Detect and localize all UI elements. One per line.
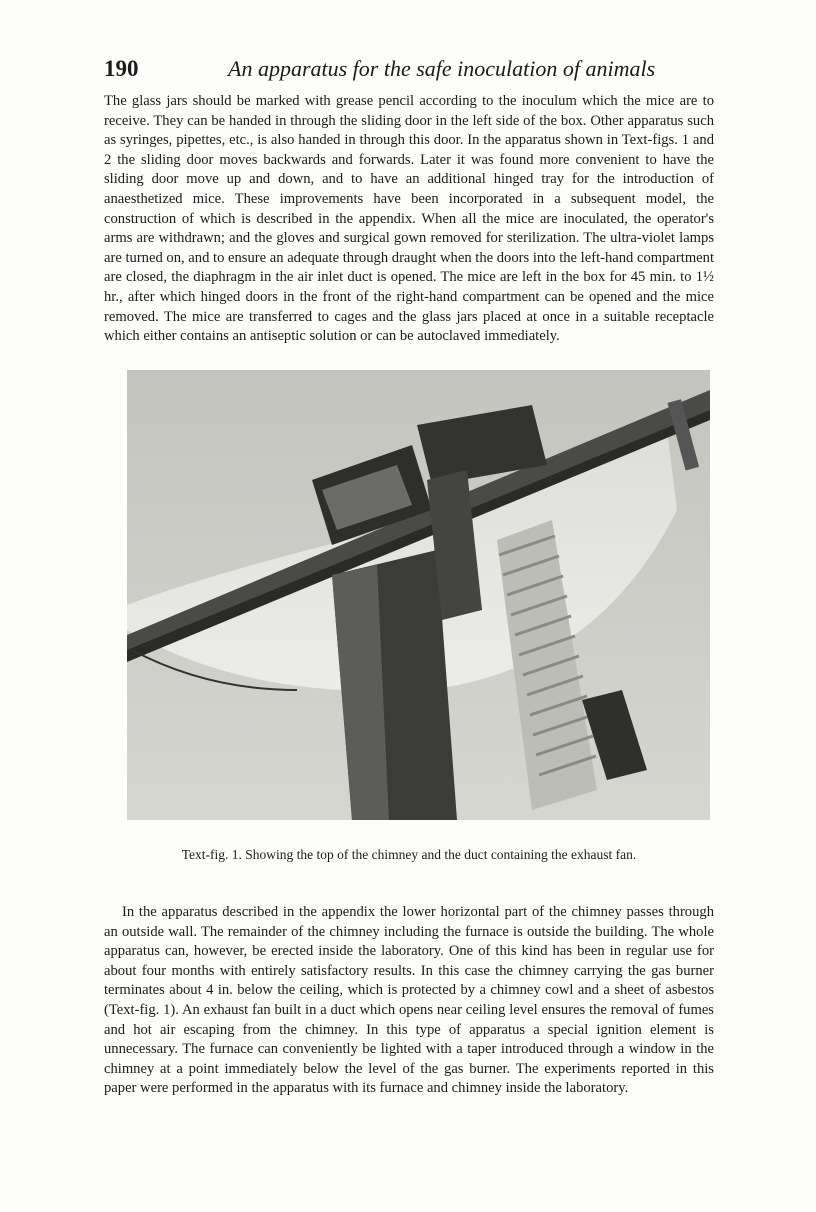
body-paragraph-2: In the apparatus described in the appendix the lower horizontal part of the chimney passes through an outside wall. The remainder of the chimney including the furnace is outside the building. The whole apparatus can, however, be erected inside the laboratory. One of this kind has been in regular use for about four months with entirely satisfactory results. In this case the chimney carrying the gas burner terminates about 4 in. below the ceiling, which is protected by a chimney cowl and a sheet of asbestos (Text-fig. 1). An exhaust fan built in a duct which opens near ceiling level ensures the removal of fumes and hot air escaping from the chimney. In this type of apparatus a special ignition element is unnecessary. The furnace can conveniently be lighted with a taper introduced through a window in the chimney at a point immediately below the level of the gas burner. The experiments reported in this paper were performed in the apparatus with its furnace and chimney inside the laboratory. xyxy=(104,904,714,1097)
page-header xyxy=(104,52,714,88)
body-paragraph-1: The glass jars should be marked with grease pencil according to the inoculum which the mice are to receive. They can be handed in through the sliding door in the left side of the box. Other apparatus such as syringes, pipettes, etc., is also handed in through this door. In the apparatus shown in Text-figs. 1 and 2 the sliding door moves backwards and forwards. Later it was found more convenient to have the sliding door move up and down, and to have an additional hinged tray for the introduction of anaesthetized mice. These improvements have been incorporated in a subsequent model, the construction of which is described in the appendix. When all the mice are inoculated, the operator's arms are withdrawn; and the gloves and surgical gown removed for sterilization. The ultra-violet lamps are turned on, and to ensure an adequate through draught when the doors into the left-hand compartment are closed, the diaphragm in the air inlet duct is opened. The mice are left in the box for 45 min. to 1½ hr., after which hinged doors in the front of the right-hand compartment can be opened and the mice removed. The mice are transferred to cages and the glass jars placed at once in a suitable receptacle which either contains an antiseptic solution or can be autoclaved immediately. xyxy=(104,93,714,345)
figure-caption: Text-fig. 1. Showing the top of the chimney and the duct containing the exhaust fan. xyxy=(181,847,637,862)
page-number: 190 xyxy=(104,56,139,81)
running-title: An apparatus for the safe inoculation of animals xyxy=(228,56,656,81)
figure-photograph-chimney xyxy=(127,370,710,820)
